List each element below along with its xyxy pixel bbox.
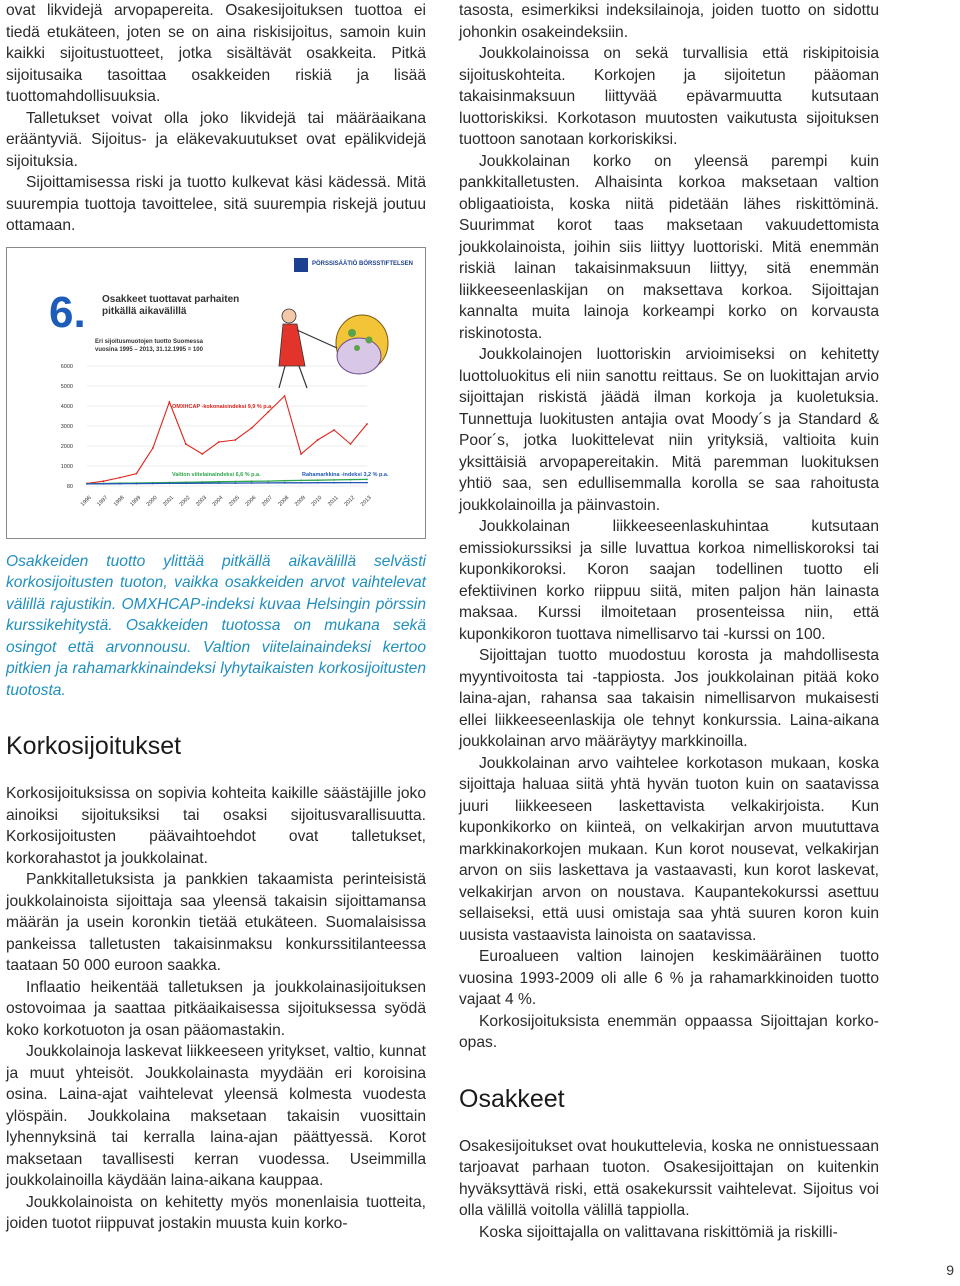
paragraph: Sijoittamisessa riski ja tuotto kulkevat käsi kädessä. Mitä suurempia tuottoja tavoittelee, sitä suurempia riskejä joutuu ottamaan. — [6, 174, 426, 234]
x-tick-label: 2002 — [178, 494, 192, 508]
figure-title: Osakkeet tuottavat parhaiten pitkällä aikavälillä — [102, 293, 240, 317]
data-point — [317, 481, 319, 483]
x-tick-label: 1997 — [96, 494, 110, 508]
data-point — [251, 482, 253, 484]
figure-caption — [6, 551, 426, 702]
data-point — [168, 401, 170, 403]
paragraph: Joukkolainan korko on yleensä parempi kuin pankkitalletusten. Alhaisinta korkoa maksetaan valtion obligaatioista, koska niitä pidetään lähes riskittöminä. Suurimmat korot taas maksetaan vakuudettomista joukkolainoista, joihin siis liittyy luottoriski. Mitä enemmän riskiä lainan takaisinmaksuun liittyy, sitä enemmän liikkeeseenlaskijan on maksettava korkoa. Sijoittajan kannalta muita lainoja korkeampi korko on korvausta riskinotosta. — [459, 152, 879, 342]
y-tick-label: 5000 — [60, 383, 73, 390]
data-point — [185, 443, 187, 445]
series-label: OMXHCAP -kokonaisindeksi 9,9 % p.a. — [172, 403, 273, 410]
data-point — [300, 479, 302, 481]
section-heading: Korkosijoitukset — [6, 732, 182, 760]
x-tick-label: 2000 — [145, 494, 159, 508]
data-point — [300, 453, 302, 455]
y-tick-label: 6000 — [60, 363, 73, 370]
x-tick-label: 2010 — [310, 494, 324, 508]
logo-mark-icon — [294, 258, 308, 272]
paragraph: Talletukset voivat olla joko likvidejä tai määräaikana erääntyviä. Sijoitus- ja eläkevakuutukset ovat epälikvidejä sijoituksia. — [6, 109, 426, 170]
figure-chart — [6, 247, 426, 539]
y-tick-label: 80 — [66, 483, 73, 490]
paragraph: Korkosijoituksissa on sopivia kohteita kaikille säästäjille joko ainoiksi sijoituksiksi tai osaksi sijoitusvarallisuutta. Korkosijoitusten päävaihtoehdot ovat talletukset, korkorahastot ja joukkolainat. — [6, 785, 426, 867]
x-tick-label: 2007 — [261, 494, 274, 508]
x-tick-label: 2005 — [228, 494, 241, 508]
paragraph: Joukkolainojen luottoriskin arvioimiseksi on kehitetty luottoluokitus eli niin sanottu reittaus. Se on luokittajan arvio sijoittajan riskistä jäädä ilman korkoja ja kuoletuksia. Tunnettuja luokitusten antajia ovat Moody´s ja Standard & Poor´s, jotka luokittelevat niin yrityksiä, valtioita kuin yksittäisiä arvopapereitakin. Mitä paremman luokituksen yhtiö saa, sen edullisemmalla korolla se saa rahoitusta joukkolainoilla ja päinvastoin. — [459, 346, 879, 514]
x-tick-label: 2008 — [277, 494, 291, 508]
right-column — [459, 0, 879, 1243]
series-label: Rahamarkkina -indeksi 3,2 % p.a. — [302, 471, 389, 478]
data-point — [136, 472, 138, 474]
data-point — [366, 423, 368, 425]
data-point — [152, 447, 154, 449]
logo-text: PÖRSSISÄÄTIÖ BÖRSSTIFTELSEN — [311, 261, 413, 267]
data-point — [234, 482, 236, 484]
data-point — [234, 439, 236, 441]
data-point — [119, 482, 121, 484]
paragraph: ovat likvidejä arvopapereita. Osakesijoituksen tuottoa ei tiedä etukäteen, joten se on aina riskisijoitus, samoin kuin kaikki sijoitustuotteet, jotka sisältävät osakkeita. Pitkä sijoitusaika tasoittaa osakkeiden riskiä ja lisää tuottomahdollisuuksia. — [6, 2, 426, 105]
data-point — [350, 478, 352, 480]
paragraph: Pankkitalletuksista ja pankkien takaamista perinteisistä joukkolainoista sijoittaja saa yleensä takaisin sijoittamansa määrän ja usein koronkin tietää etukäteen. Suomalaisissa pankeissa talletusten takaisinmaksu konkurssitilanteessa taataan 50 000 euroon saakka. — [6, 871, 426, 974]
y-tick-label: 4000 — [60, 403, 73, 410]
paragraph: Korkosijoituksista enemmän oppaassa Sijoittajan korko-opas. — [459, 1012, 879, 1051]
data-point — [251, 427, 253, 429]
x-tick-label: 2009 — [293, 494, 307, 508]
data-point — [267, 411, 269, 413]
publisher-logo — [294, 258, 413, 272]
x-tick-label: 2013 — [359, 494, 373, 508]
x-tick-label: 1999 — [129, 494, 143, 508]
data-point — [366, 481, 368, 483]
data-point — [317, 479, 319, 481]
x-tick-label: 1996 — [79, 494, 93, 508]
data-point — [201, 453, 203, 455]
data-point — [103, 482, 105, 484]
x-tick-label: 1998 — [112, 494, 126, 508]
paragraph: Joukkolainan arvo vaihtelee korkotason mukaan, koska sijoittaja haluaa siitä yhtä hyvän tuoton kuin on saatavissa juuri liikkeeseen laskettavista velkakirjoista. Kun kuponkikorko on kiinteä, on velkakirjan arvon muututtava markkinakorkojen mukaan. Kun korot nousevat, velkakirjan arvon on siis laskettava ja vastaavasti, kun korot laskevat, velkakirjan arvon on noustava. Kaupantekokurssi asettuu sellaiseksi, että uusi omistaja saa yhtä suuren koron kuin uusista vastaavista lainoista on saatavissa. — [459, 754, 879, 944]
caption-text: Osakkeiden tuotto ylittää pitkällä aikavälillä selvästi korkosijoitusten tuoton, vaikka osakkeiden arvot vaihtelevat välillä rajustikin. OMXHCAP-indeksi kuvaa Helsingin pörssin kurssikehitystä. Osakkeiden tuotossa on mukana sekä osingot että arvonnousu. Valtion viitelainaindeksi kertoo pitkien ja rahamarkkinaindeksi lyhytaikaisten korkosijoitusten tuotosta. — [6, 552, 426, 699]
data-point — [119, 476, 121, 478]
data-point — [103, 480, 105, 482]
data-point — [201, 482, 203, 484]
data-point — [284, 481, 286, 483]
data-point — [218, 441, 220, 443]
data-point — [366, 478, 368, 480]
data-point — [168, 482, 170, 484]
paragraph: tasosta, esimerkiksi indeksilainoja, joiden tuotto on sidottu johonkin osakeindeksiin. — [459, 2, 879, 41]
paragraph: Sijoittajan tuotto muodostuu korosta ja mahdollisesta myyntivoitosta tai -tappiosta. Jos joukkolainan pitää koko laina-ajan, rahansa saa takaisin nimellisarvon mukaisesti ellei liikkeeseenlaskija ole tehnyt konkurssia. Laina-aikana joukkolainan arvo määräytyy markkinoilla. — [459, 647, 879, 750]
money-bag-illustration — [279, 309, 388, 388]
data-point — [333, 479, 335, 481]
data-point — [333, 429, 335, 431]
left-column — [6, 0, 426, 1235]
data-point — [251, 480, 253, 482]
x-tick-label: 2001 — [162, 494, 176, 508]
data-point — [284, 479, 286, 481]
data-point — [86, 483, 88, 485]
y-tick-label: 2000 — [60, 443, 73, 450]
paragraph: Osakesijoitukset ovat houkuttelevia, koska ne onnistuessaan tarjoavat parhaan tuoton. Osakesijoittajan on kuitenkin hyväksyttävä riski, että osakekurssit vaihtelevat. Sijoitus voi olla välillä voitolla välillä tappiolla. — [459, 1137, 879, 1219]
x-tick-label: 2004 — [211, 494, 225, 508]
x-tick-label: 2003 — [195, 494, 209, 508]
y-tick-label: 1000 — [60, 463, 73, 470]
paragraph: Joukkolainoista on kehitetty myös monenlaisia tuotteita, joiden tuotot riippuvat jostakin muusta kuin korko- — [6, 1193, 426, 1232]
paragraph: Koska sijoittajalla on valittavana riskittömiä ja riskilli- — [479, 1223, 838, 1241]
data-point — [317, 439, 319, 441]
paragraph: Euroalueen valtion lainojen keskimääräinen tuotto vuosina 1993-2009 oli alle 6 % ja rahamarkkinoiden tuotto vajaat 4 %. — [459, 948, 879, 1008]
paragraph: Joukkolainoja laskevat liikkeeseen yritykset, valtio, kunnat ja muut yhteisöt. Joukkolainasta myydään eri koroisina osina. Laina-ajat vaihtelevat yleensä kolmesta vuodesta ylöspäin. Joukkolaina maksetaan takaisin vuosittain lyhennyksinä tai kerralla laina-ajan päättyessä. Korot maksetaan tavallisesti kerran vuodessa. Useimmilla joukkolainoilla käydään laina-aikana kauppaa. — [6, 1043, 426, 1189]
figure-subtitle: Eri sijoitusmuotojen tuotto Suomessa vuosina 1995 – 2013, 31.12.1995 = 100 — [95, 338, 204, 353]
data-point — [284, 395, 286, 397]
x-tick-label: 2012 — [343, 494, 357, 508]
section-heading: Osakkeet — [459, 1084, 565, 1113]
data-point — [234, 480, 236, 482]
left-paragraphs — [6, 783, 426, 1235]
data-point — [218, 482, 220, 484]
figure-number: 6. — [49, 287, 86, 337]
data-point — [350, 443, 352, 445]
y-tick-label: 3000 — [60, 423, 73, 430]
data-point — [152, 482, 154, 484]
series-label: Valtion viitelainaindeksi 6,6 % p.a. — [172, 471, 261, 478]
data-point — [267, 482, 269, 484]
data-point — [333, 481, 335, 483]
data-point — [185, 482, 187, 484]
data-point — [136, 482, 138, 484]
paragraph: Joukkolainan liikkeeseenlaskuhintaa kutsutaan emissiokurssiksi ja sille luvattua korkoa nimelliskoroksi tai kuponkikoroksi. Koron saajan todellinen tuotto eli efektiivinen korko riippuu siitä, miten paljon hän lainasta maksaa. Kurssi ilmoitetaan prosenteissa niin, että kuponkikoron tuottava nimellisarvo tai -kurssi on 100. — [459, 518, 879, 643]
x-tick-label: 2011 — [327, 494, 340, 508]
x-tick-label: 2006 — [244, 494, 258, 508]
data-point — [300, 481, 302, 483]
paragraph: Inflaatio heikentää talletuksen ja joukkolainasijoituksen ostovoimaa ja saattaa pitkäaikaisessa sijoituksessa syödä koko korkotuoton ja osan pääomastakin. — [6, 978, 426, 1039]
page-number: 9 — [946, 1262, 954, 1278]
paragraph: Joukkolainoissa on sekä turvallisia että riskipitoisia sijoituskohteita. Korkojen ja sijoitetun pääoman takaisinmaksuun liittyvää epävarmuutta kutsutaan luottoriskiksi. Korkotason muutosten vaikutusta sijoituksen tuottoon sanotaan korkoriskiksi. — [459, 45, 879, 148]
data-point — [267, 480, 269, 482]
data-point — [350, 481, 352, 483]
